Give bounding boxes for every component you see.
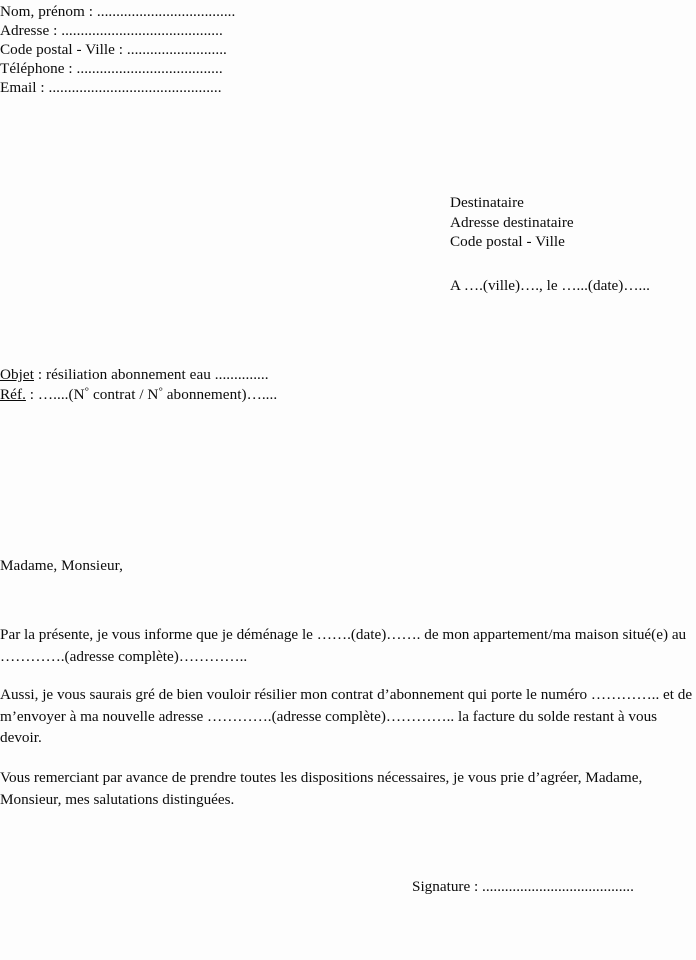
reference-value-after: abonnement)….... <box>162 386 278 403</box>
recipient-address-line: Adresse destinataire <box>450 213 574 231</box>
sender-address-block <box>0 2 420 97</box>
reference-value-middle: contrat / N <box>89 386 159 403</box>
subject-reference-block <box>0 365 277 405</box>
signature-line: Signature : ........................................ <box>412 878 634 895</box>
reference-label: Réf. <box>0 386 26 403</box>
reference-line <box>0 385 277 405</box>
subject-line <box>0 365 277 385</box>
recipient-postal-city-line: Code postal - Ville <box>450 233 565 250</box>
salutation-line: Madame, Monsieur, <box>0 557 123 574</box>
place-and-date-line: A ….(ville)…., le …...(date)…... <box>450 277 650 294</box>
recipient-address-block <box>450 193 696 252</box>
degree-sign-icon-2: ° <box>158 385 163 398</box>
subject-value: résiliation abonnement eau .............. <box>45 366 269 383</box>
sender-postal-city-line: Code postal - Ville : .......................... <box>0 41 227 58</box>
body-paragraph-1: Par la présente, je vous informe que je déménage le …….(date)……. de mon appartement/ma maison situé(e) au ………….(adresse complète)………….. <box>0 626 690 665</box>
subject-label: Objet <box>0 366 34 383</box>
recipient-name-line: Destinataire <box>450 194 524 211</box>
sender-address-line: Adresse : .......................................... <box>0 22 223 39</box>
sender-email-line: Email : ............................................. <box>0 79 222 96</box>
sender-name-line: Nom, prénom : .................................... <box>0 3 236 20</box>
body-paragraph-3: Vous remerciant par avance de prendre toutes les dispositions nécessaires, je vous prie d’agréer, Madame, Monsieur, mes salutations distinguées. <box>0 769 647 808</box>
body-paragraph-2: Aussi, je vous saurais gré de bien vouloir résilier mon contrat d’abonnement qui porte le numéro ………….. et de m’envoyer à ma nouvelle adresse ………….(adresse complète)………….. la facture du solde restant à vous devoir. <box>0 686 696 746</box>
sender-phone-line: Téléphone : ...................................... <box>0 60 223 77</box>
reference-separator: : <box>25 386 38 403</box>
subject-separator: : <box>34 366 46 383</box>
degree-sign-icon: ° <box>84 385 90 398</box>
reference-value-before: …....(N <box>37 386 85 403</box>
